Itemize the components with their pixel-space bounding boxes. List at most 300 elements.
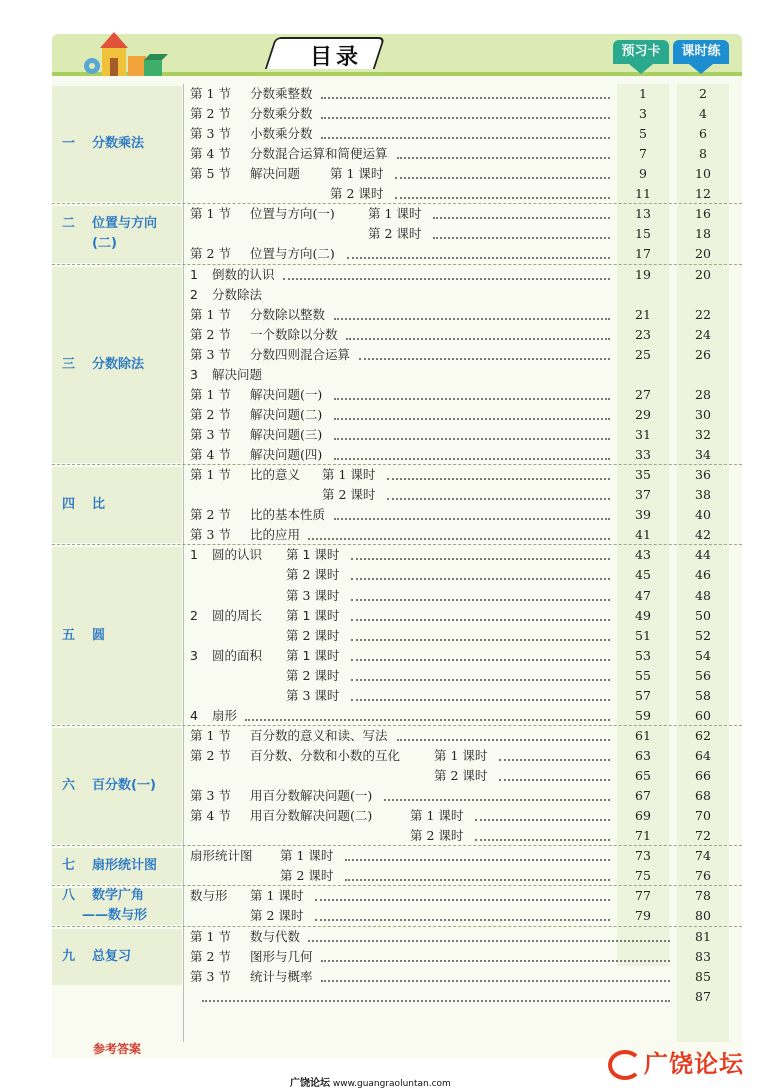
leader-dots (475, 819, 610, 821)
toc-entry[interactable] (190, 646, 742, 666)
preview-page-number: 47 (635, 587, 651, 603)
toc-entry[interactable] (190, 385, 742, 405)
entry-title: 圆的认识 (212, 547, 263, 563)
toc-entry[interactable] (190, 967, 742, 987)
leader-dots (395, 197, 610, 199)
entry-number: 第 3 节 (190, 427, 231, 443)
leader-dots (321, 117, 610, 119)
entry-title: 分数混合运算和简便运算 (250, 146, 388, 162)
entry-lesson: 第 2 课时 (322, 487, 376, 503)
entry-number: 第 1 节 (190, 86, 231, 101)
lesson-page-number: 34 (695, 447, 711, 463)
entry-lesson: 第 2 课时 (280, 868, 334, 884)
toc-entry[interactable] (190, 104, 742, 124)
lesson-page-number: 60 (695, 707, 711, 723)
footer-site: 广饶论坛 (290, 1078, 330, 1089)
entry-title: 用百分数解决问题(一) (250, 788, 373, 804)
lesson-page-number: 68 (695, 788, 711, 804)
chapter-name: 比 (92, 497, 106, 513)
toc-entry[interactable] (190, 586, 742, 606)
lesson-page-number: 28 (695, 386, 711, 402)
lesson-page-number: 80 (695, 908, 711, 924)
forum-logo (608, 1044, 778, 1084)
toc-entry[interactable] (190, 686, 742, 706)
footer-text (290, 1074, 451, 1089)
lesson-page-number: 6 (699, 126, 707, 142)
entry-title: 百分数的意义和读、写法 (250, 727, 388, 743)
lesson-page-number: 40 (695, 507, 711, 523)
entry-title: 位置与方向(一) (250, 206, 335, 222)
chapter-name-line2: ——数与形 (82, 908, 148, 924)
entry-number: 扇形统计图 (190, 848, 253, 864)
entry-number: 第 2 节 (190, 106, 231, 122)
toc-entry[interactable] (190, 565, 742, 585)
toc-entry[interactable] (190, 244, 742, 264)
entry-title: 倒数的认识 (212, 266, 275, 282)
preview-page-number: 31 (635, 427, 651, 443)
leader-dots (315, 899, 610, 901)
entry-number: 3 (190, 647, 198, 663)
lesson-page-number: 85 (695, 968, 711, 984)
entry-lesson: 第 3 课时 (286, 587, 340, 603)
leader-dots (351, 558, 610, 560)
preview-page-number: 33 (635, 447, 651, 463)
toc-entry[interactable] (190, 405, 742, 425)
chapter-heading[interactable] (52, 947, 182, 967)
leader-dots (346, 338, 610, 340)
entry-number: 3 (190, 366, 198, 382)
entry-lesson: 第 2 课时 (434, 768, 488, 784)
lesson-page-number: 20 (695, 246, 711, 262)
preview-page-number: 23 (635, 326, 651, 342)
toc-entry[interactable] (190, 766, 742, 786)
toc-entry[interactable] (190, 706, 742, 726)
leader-dots (283, 278, 610, 280)
leader-dots (334, 518, 610, 520)
leader-dots (499, 779, 610, 781)
entry-lesson: 第 2 课时 (410, 828, 464, 844)
toc-entry[interactable] (190, 505, 742, 525)
entry-title: 分数除法 (212, 286, 263, 302)
entry-number: 第 3 节 (190, 968, 231, 984)
preview-page-number: 5 (639, 126, 647, 142)
entry-lesson: 第 1 课时 (280, 848, 334, 864)
toc-entry[interactable] (190, 465, 742, 485)
chapter-heading[interactable] (52, 214, 182, 254)
preview-page-number: 15 (635, 226, 651, 242)
lesson-page-number: 32 (695, 427, 711, 443)
entry-title: 图形与几何 (250, 948, 313, 964)
lesson-page-number: 56 (695, 667, 711, 683)
leader-dots (433, 237, 610, 239)
entry-title: 小数乘分数 (250, 126, 313, 142)
entry-lesson: 第 2 课时 (286, 627, 340, 643)
preview-page-number: 71 (635, 828, 651, 844)
footer-url: www.guangraoluntan.com (332, 1079, 451, 1089)
preview-page-number: 45 (635, 567, 651, 583)
preview-page-number: 49 (635, 607, 651, 623)
toc-entry[interactable] (190, 846, 742, 866)
toc-entry[interactable] (190, 906, 742, 926)
logo-mark-icon (608, 1050, 642, 1080)
chapter-number: 二 (62, 216, 76, 232)
entry-number: 第 4 节 (190, 146, 231, 162)
preview-page-number: 25 (635, 346, 651, 362)
lesson-page-number: 30 (695, 406, 711, 422)
toc-entry[interactable] (190, 606, 742, 626)
preview-page-number: 43 (635, 547, 651, 563)
leader-dots (351, 599, 610, 601)
preview-page-number: 37 (635, 487, 651, 503)
leader-dots (351, 619, 610, 621)
chapter-number: 九 (62, 948, 76, 964)
toc-entry[interactable] (190, 786, 742, 806)
preview-page-number: 27 (635, 386, 651, 402)
lesson-arrow-icon (689, 64, 713, 74)
entry-number: 第 1 节 (190, 928, 231, 944)
leader-dots (395, 177, 610, 179)
leader-dots (347, 257, 610, 259)
entry-number: 第 2 节 (190, 326, 231, 342)
entry-number: 第 1 节 (190, 386, 231, 402)
lesson-page-number: 2 (699, 86, 707, 101)
preview-page-number: 77 (635, 888, 651, 904)
preview-page-number: 55 (635, 667, 651, 683)
leader-dots (321, 137, 610, 139)
entry-lesson: 第 2 课时 (286, 567, 340, 583)
lesson-page-number: 8 (699, 146, 707, 162)
preview-page-number: 51 (635, 627, 651, 643)
entry-title: 统计与概率 (250, 968, 313, 984)
entry-lesson: 第 1 课时 (410, 808, 464, 824)
preview-card-tag (613, 40, 669, 64)
leader-dots (334, 458, 610, 460)
toc-entry[interactable] (190, 866, 742, 886)
leader-dots (321, 97, 610, 99)
toc-entry[interactable] (190, 285, 742, 305)
leader-dots (397, 157, 610, 159)
preview-page-number: 39 (635, 507, 651, 523)
toc-entry[interactable] (190, 425, 742, 445)
preview-page-number: 7 (639, 146, 647, 162)
entry-title: 比的基本性质 (250, 507, 326, 523)
chapter-name: 总复习 (92, 948, 132, 964)
entry-number: 第 5 节 (190, 166, 231, 182)
leader-dots (351, 639, 610, 641)
entry-number: 第 3 节 (190, 788, 231, 804)
preview-page-number: 13 (635, 206, 651, 222)
preview-page-number: 69 (635, 808, 651, 824)
lesson-page-number: 48 (695, 587, 711, 603)
toc-entry[interactable] (190, 345, 742, 365)
lesson-page-number: 66 (695, 768, 711, 784)
entry-number: 第 1 节 (190, 206, 231, 222)
divider-line (183, 84, 184, 1042)
entry-lesson: 第 3 课时 (286, 687, 340, 703)
chapter-number: 八 (62, 888, 76, 904)
toc-entry[interactable] (190, 806, 742, 826)
leader-dots (384, 799, 610, 801)
preview-page-number: 57 (635, 687, 651, 703)
preview-page-number: 63 (635, 747, 651, 763)
toc-entry[interactable] (190, 144, 742, 164)
entry-number: 第 2 节 (190, 507, 231, 523)
chapter-number: 六 (62, 778, 76, 794)
entry-number: 第 2 节 (190, 747, 231, 763)
preview-page-number: 11 (635, 186, 651, 202)
lesson-page-number: 24 (695, 326, 711, 342)
leader-dots (202, 1000, 670, 1002)
preview-page-number: 19 (635, 266, 651, 282)
leader-dots (387, 498, 610, 500)
leader-dots (351, 578, 610, 580)
lesson-practice-label: 课时练 (681, 44, 721, 59)
entry-title: 解决问题(一) (250, 386, 323, 402)
chapter-name: 分数乘法 (92, 136, 145, 152)
preview-page-number: 21 (635, 306, 651, 322)
lesson-page-number: 64 (695, 747, 711, 763)
lesson-page-number: 52 (695, 627, 711, 643)
chapter-number: 三 (62, 356, 76, 372)
preview-page-number: 61 (635, 727, 651, 743)
entry-lesson: 第 1 课时 (368, 206, 422, 222)
leader-dots (351, 659, 610, 661)
entry-number: 第 4 节 (190, 447, 231, 463)
entry-lesson: 第 1 课时 (322, 467, 376, 483)
lesson-page-number: 81 (695, 928, 711, 944)
toc-entry[interactable] (190, 746, 742, 766)
leader-dots (245, 719, 610, 721)
toc-entry[interactable] (190, 947, 742, 967)
leader-dots (334, 418, 610, 420)
lesson-page-number: 70 (695, 808, 711, 824)
entry-title: 分数四则混合运算 (250, 346, 351, 362)
toc-entry[interactable] (190, 927, 742, 947)
entry-number: 1 (190, 547, 198, 563)
preview-page-number: 75 (635, 868, 651, 884)
entry-number: 第 3 节 (190, 346, 231, 362)
chapter-number: 四 (62, 497, 76, 513)
entry-title: 解决问题(二) (250, 406, 323, 422)
chapter-name: 数学广角 (92, 888, 145, 904)
toc-entry[interactable] (190, 545, 742, 565)
chapter-name: 扇形统计图 (92, 858, 158, 874)
toc-entry[interactable] (190, 224, 742, 244)
leader-dots (433, 217, 610, 219)
entry-number: 第 1 节 (190, 306, 231, 322)
entry-number: 2 (190, 607, 198, 623)
preview-page-number: 65 (635, 768, 651, 784)
entry-lesson: 第 2 课时 (368, 226, 422, 242)
lesson-page-number: 62 (695, 727, 711, 743)
entry-title: 扇形 (212, 707, 238, 723)
lesson-page-number: 12 (695, 186, 711, 202)
toc-entry[interactable] (190, 84, 742, 104)
entry-title: 圆的面积 (212, 647, 263, 663)
leader-dots (359, 358, 610, 360)
leader-dots (499, 759, 610, 761)
chapter-heading[interactable] (52, 776, 182, 796)
chapter-name: 圆 (92, 627, 106, 643)
toc-entry[interactable] (190, 325, 742, 345)
entry-number: 2 (190, 286, 198, 302)
toc-entry[interactable] (190, 164, 742, 184)
entry-lesson: 第 2 课时 (250, 908, 304, 924)
entry-number: 第 2 节 (190, 948, 231, 964)
entry-title: 数与代数 (250, 928, 301, 944)
chapter-heading[interactable] (52, 886, 182, 926)
leader-dots (321, 960, 670, 962)
preview-page-number: 41 (635, 527, 651, 543)
chapter-name-line2: (二) (92, 236, 117, 252)
chapter-heading[interactable] (52, 626, 182, 646)
entry-number: 第 2 节 (190, 406, 231, 422)
leader-dots (334, 318, 610, 320)
entry-title: 解决问题 (212, 366, 263, 382)
preview-page-number: 59 (635, 707, 651, 723)
preview-page-number: 17 (635, 246, 651, 262)
preview-page-number: 53 (635, 647, 651, 663)
entry-number: 第 4 节 (190, 808, 231, 824)
entry-title: 百分数、分数和小数的互化 (250, 747, 401, 763)
leader-dots (315, 919, 610, 921)
leader-dots (308, 940, 670, 942)
entry-title: 分数乘分数 (250, 106, 313, 122)
entry-lesson: 第 1 课时 (286, 647, 340, 663)
lesson-page-number: 38 (695, 487, 711, 503)
leader-dots (345, 859, 610, 861)
entry-title: 用百分数解决问题(二) (250, 808, 373, 824)
lesson-page-number: 20 (695, 266, 711, 282)
lesson-page-number: 44 (695, 547, 711, 563)
entry-lesson: 第 1 课时 (286, 547, 340, 563)
lesson-page-number: 36 (695, 467, 711, 483)
lesson-page-number: 76 (695, 868, 711, 884)
toc-entry[interactable] (190, 626, 742, 646)
toc-entry[interactable] (190, 365, 742, 385)
entry-lesson: 第 1 课时 (330, 166, 384, 182)
entry-lesson: 第 1 课时 (286, 607, 340, 623)
chapter-heading[interactable] (52, 856, 182, 876)
chapter-heading[interactable] (52, 355, 182, 375)
toc-entry[interactable] (190, 124, 742, 144)
lesson-page-number: 18 (695, 226, 711, 242)
entry-number: 数与形 (190, 888, 228, 904)
entry-number: 4 (190, 707, 198, 723)
chapter-number: 五 (62, 627, 76, 643)
preview-page-number: 73 (635, 848, 651, 864)
lesson-page-number: 50 (695, 607, 711, 623)
lesson-page-number: 46 (695, 567, 711, 583)
toc-entry[interactable] (190, 305, 742, 325)
lesson-page-number: 87 (695, 988, 711, 1004)
entry-title: 比的意义 (250, 467, 301, 483)
lesson-page-number: 10 (695, 166, 711, 182)
entry-title: 分数乘整数 (250, 86, 313, 101)
preview-page-number: 9 (639, 166, 647, 182)
leader-dots (334, 438, 610, 440)
toc-entry[interactable] (190, 265, 742, 285)
chapter-name: 百分数(一) (92, 778, 156, 794)
lesson-page-number: 22 (695, 306, 711, 322)
toc-entry[interactable] (190, 826, 742, 846)
chapter-name: 位置与方向 (92, 216, 158, 232)
lesson-page-number: 58 (695, 687, 711, 703)
lesson-page-number: 74 (695, 848, 711, 864)
entry-title: 解决问题 (250, 166, 301, 182)
entry-lesson: 第 2 课时 (286, 667, 340, 683)
toc-entry[interactable] (190, 485, 742, 505)
preview-page-number: 79 (635, 908, 651, 924)
leader-dots (475, 839, 610, 841)
chapter-number: 一 (62, 136, 76, 152)
entry-number: 第 1 节 (190, 727, 231, 743)
entry-title: 比的应用 (250, 527, 301, 543)
toc-entry[interactable] (190, 204, 742, 224)
entry-title: 解决问题(四) (250, 447, 323, 463)
leader-dots (345, 879, 610, 881)
lesson-page-number: 42 (695, 527, 711, 543)
leader-dots (321, 980, 670, 982)
entry-number: 1 (190, 266, 198, 282)
entry-lesson: 第 2 课时 (330, 186, 384, 202)
entry-title: 解决问题(三) (250, 427, 323, 443)
page-title: 目录 (310, 45, 363, 70)
entry-title: 位置与方向(二) (250, 246, 335, 262)
preview-card-label: 预习卡 (621, 44, 661, 59)
leader-dots (387, 478, 610, 480)
chapter-heading[interactable] (52, 495, 182, 515)
leader-dots (351, 679, 610, 681)
lesson-page-number: 16 (695, 206, 711, 222)
entry-title: 一个数除以分数 (250, 326, 338, 342)
chapter-heading[interactable] (52, 134, 182, 154)
toc-entry[interactable] (190, 184, 742, 204)
toc-entry[interactable] (190, 886, 742, 906)
castle-icon (80, 30, 170, 76)
entry-lesson: 第 1 课时 (434, 747, 488, 763)
lesson-page-number: 83 (695, 948, 711, 964)
entry-title: 圆的周长 (212, 607, 263, 623)
toc-entry[interactable] (190, 525, 742, 545)
lesson-page-number: 72 (695, 828, 711, 844)
entry-lesson: 第 1 课时 (250, 888, 304, 904)
lesson-practice-tag (673, 40, 729, 64)
leader-dots (397, 739, 610, 741)
chapter-name: 分数除法 (92, 356, 145, 372)
leader-dots (351, 699, 610, 701)
preview-page-number: 1 (639, 86, 647, 101)
preview-page-number: 67 (635, 788, 651, 804)
entry-number: 第 3 节 (190, 126, 231, 142)
preview-page-number: 3 (639, 106, 647, 122)
preview-arrow-icon (629, 64, 653, 74)
logo-text: 广饶论坛 (644, 1050, 744, 1078)
entry-number: 第 3 节 (190, 527, 231, 543)
lesson-page-number: 26 (695, 346, 711, 362)
entry-number: 第 1 节 (190, 467, 231, 483)
entry-number: 第 2 节 (190, 246, 231, 262)
answers-label[interactable]: 参考答案 (92, 1042, 141, 1056)
toc-entry[interactable] (190, 726, 742, 746)
toc-entry[interactable] (190, 666, 742, 686)
lesson-page-number: 54 (695, 647, 711, 663)
toc-entry[interactable] (190, 987, 742, 1007)
preview-page-number: 29 (635, 406, 651, 422)
preview-page-number: 35 (635, 467, 651, 483)
lesson-page-number: 4 (699, 106, 707, 122)
toc-entry[interactable] (190, 445, 742, 465)
